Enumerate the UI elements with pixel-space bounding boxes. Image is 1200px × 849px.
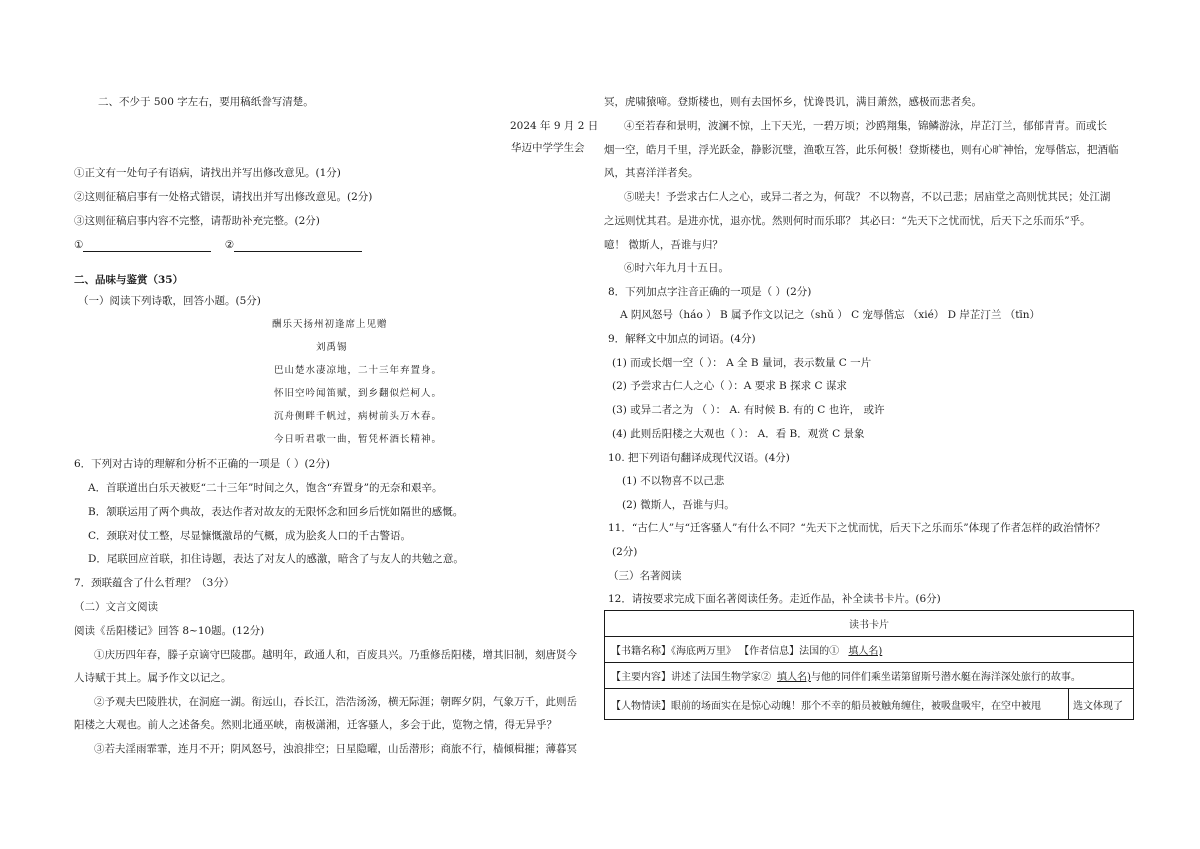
question-6-option-c: C．颈联对仗工整，尽显慷慨激昂的气概，成为脍炙人口的千古警语。 bbox=[88, 530, 412, 542]
passage-4-line-1: ④至若春和景明，波澜不惊，上下天光，一碧万顷；沙鸥翔集，锦鳞游泳，岸芷汀兰，郁郁青青。而或长 bbox=[624, 120, 1107, 132]
subsection-2-heading: （二）文言文阅读 bbox=[74, 601, 158, 613]
poem-line-4: 今日听君歌一曲，暂凭杯酒长精神。 bbox=[274, 434, 443, 445]
blank-2-label: ② bbox=[224, 239, 235, 251]
subsection-1-heading: （一）阅读下列诗歌，回答小题。(5分) bbox=[78, 295, 261, 307]
question-8: 8．下列加点字注音正确的一项是（ ）(2分) bbox=[608, 286, 812, 298]
question-6: 6．下列对古诗的理解和分析不正确的一项是（ ）(2分) bbox=[74, 458, 330, 470]
poem-line-2: 怀旧空吟闻笛赋，到乡翻似烂柯人。 bbox=[274, 388, 443, 399]
question-9-item-4: (4) 此则岳阳楼之大观也（ ）： A．看 B．观赏 C 景象 bbox=[612, 428, 865, 440]
question-12: 12．请按要求完成下面名著阅读任务。走近作品，补全读书卡片。(6分) bbox=[608, 593, 941, 605]
passage-5-line-3: 噫！ 微斯人，吾谁与归？ bbox=[604, 239, 723, 251]
reading-card-title: 读书卡片 bbox=[605, 611, 1134, 637]
passage-1-line-1: ①庆历四年春，滕子京谪守巴陵郡。越明年，政通人和，百废具兴。乃重修岳阳楼，增其旧制，刻唐贤今 bbox=[94, 649, 577, 661]
content-label: 【主要内容】讲述了法国生物学家② bbox=[611, 672, 771, 683]
notice-org: 华迈中学学生会 bbox=[511, 142, 585, 154]
passage-2-line-1: ②予观夫巴陵胜状，在洞庭一湖。衔远山，吞长江，浩浩汤汤，横无际涯；朝晖夕阴，气象万千，此则岳 bbox=[94, 696, 577, 708]
reading-card-content-row bbox=[605, 663, 1134, 689]
question-7: 7．颈联蕴含了什么哲理？（3分） bbox=[74, 577, 235, 589]
passage-3-line-1: ③若夫淫雨霏霏，连月不开；阴风怒号，浊浪排空；日星隐曜，山岳潜形；商旅不行，樯倾楫摧；薄暮冥 bbox=[94, 743, 577, 755]
question-9: 9．解释文中加点的词语。(4分) bbox=[608, 333, 756, 345]
notice-date: 2024 年 9 月 2 日 bbox=[510, 120, 599, 132]
poem-line-1: 巴山楚水凄凉地，二十三年弃置身。 bbox=[274, 365, 443, 376]
question-10: 10. 把下列语句翻译成现代汉语。(4分) bbox=[608, 452, 790, 464]
section-2-heading: 二、品味与鉴赏（35） bbox=[74, 274, 184, 286]
question-6-option-b: B．颔联运用了两个典故，表达作者对故友的无限怀念和回乡后恍如隔世的感慨。 bbox=[88, 506, 464, 518]
question-3: ③这则征稿启事内容不完整，请帮助补充完整。(2分) bbox=[74, 215, 320, 227]
blank-1-line[interactable] bbox=[83, 239, 211, 252]
blank-1-label: ① bbox=[74, 239, 84, 251]
poem-author: 刘禹锡 bbox=[316, 342, 348, 353]
poem-title: 酬乐天扬州初逢席上见赠 bbox=[272, 319, 388, 330]
reading-card-table bbox=[604, 610, 1134, 720]
question-10-item-2: (2) 微斯人，吾谁与归。 bbox=[622, 499, 735, 511]
question-6-option-d: D．尾联回应首联，扣住诗题，表达了对友人的感激，暗含了与友人的共勉之意。 bbox=[88, 553, 464, 565]
question-9-item-3: (3) 或异二者之为 （ ）： A. 有时候 B. 有的 C 也许， 或许 bbox=[612, 404, 885, 416]
question-10-item-1: (1) 不以物喜不以己悲 bbox=[622, 475, 725, 487]
question-9-item-1: (1) 而或长烟一空（ ）： A 全 B 量词，表示数量 C 一片 bbox=[612, 357, 872, 369]
question-6-option-a: A．首联道出白乐天被贬“二十三年”时间之久，饱含“弃置身”的无奈和艰辛。 bbox=[88, 482, 443, 494]
blank-2-line[interactable] bbox=[234, 239, 362, 252]
scientist-fill-blank[interactable]: 填人名) bbox=[777, 672, 811, 683]
question-11-line-1: 11．“古仁人”与“迁客骚人”有什么不同？“先天下之忧而忧，后天下之乐而乐”体现了作者怎样的政治情怀？ bbox=[608, 522, 1106, 534]
poem-line-3: 沉舟侧畔千帆过，病树前头万木春。 bbox=[274, 411, 443, 422]
question-1: ①正文有一处句子有语病，请找出并写出修改意见。(1分) bbox=[74, 167, 341, 179]
book-info-label: 【书籍名称】《海底两万里》 【作者信息】法国的① bbox=[611, 646, 840, 657]
reading-card-plot-cell: 【人物情读】眼前的场面实在是惊心动魄！那个不幸的船员被触角缠住，被吸盘吸牢，在空中被甩 bbox=[605, 689, 1069, 720]
passage-6: ⑥时六年九月十五日。 bbox=[624, 262, 729, 274]
passage-3-line-2: 冥，虎啸猿啼。登斯楼也，则有去国怀乡，忧谗畏讥，满目萧然，感极而悲者矣。 bbox=[604, 96, 982, 108]
author-fill-blank[interactable]: 填人名) bbox=[848, 646, 883, 657]
answer-blanks bbox=[74, 238, 362, 252]
passage-2-line-2: 阳楼之大观也。前人之述备矣。然则北通巫峡，南极潇湘，迁客骚人，多会于此，览物之情，得无异乎？ bbox=[74, 719, 557, 731]
question-11-line-2: (2分) bbox=[612, 546, 638, 558]
passage-5-line-2: 之远则忧其君。是进亦忧，退亦忧。然则何时而乐耶？ 其必曰：“先天下之忧而忧，后天下之乐而乐”乎。 bbox=[604, 215, 1091, 227]
passage-1-line-2: 人诗赋于其上。属予作文以记之。 bbox=[74, 672, 232, 684]
instruction-2: 二、不少于 500 字左右，要用稿纸誊写清楚。 bbox=[98, 96, 314, 108]
passage-4-line-3: 风，其喜洋洋者矣。 bbox=[604, 167, 699, 179]
reading-card-side-cell: 选文体现了 bbox=[1069, 689, 1134, 720]
passage-5-line-1: ⑤嗟夫！予尝求古仁人之心，或异二者之为，何哉？ 不以物喜，不以己悲；居庙堂之高则忧其民；处江湖 bbox=[624, 191, 1111, 203]
question-9-item-2: (2) 予尝求古仁人之心（ ）：A 要求 B 探求 C 谋求 bbox=[612, 380, 847, 392]
reading-card-book-row bbox=[605, 637, 1134, 663]
subsection-3-heading: （三）名著阅读 bbox=[608, 570, 682, 582]
reading-instruction: 阅读《岳阳楼记》回答 8~10题。(12分) bbox=[74, 625, 265, 637]
question-2: ②这则征稿启事有一处格式错误，请找出并写出修改意见。(2分) bbox=[74, 191, 373, 203]
content-rest: 与他的同伴们乘坐诺第留斯号潜水艇在海洋深处旅行的故事。 bbox=[810, 672, 1081, 683]
passage-4-line-2: 烟一空，皓月千里，浮光跃金，静影沉璧，渔歌互答，此乐何极！登斯楼也，则有心旷神怡，宠辱偕忘，把酒临 bbox=[604, 144, 1119, 156]
question-8-options: A 阴风怒号（háo ） B 属予作文以记之（shǔ ） C 宠辱偕忘 （xié） D 岸芷汀兰 （tīn） bbox=[620, 309, 1041, 321]
